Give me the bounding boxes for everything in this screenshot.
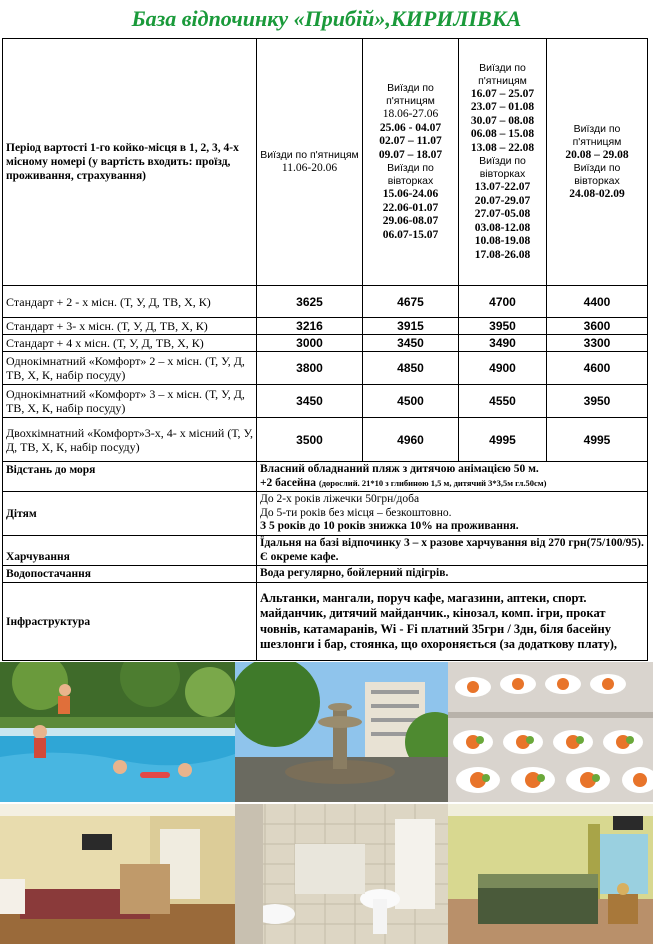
price-cell: 4995 [459,418,547,462]
infra-label: Інфраструктура [3,583,257,661]
price-cell: 4400 [547,286,648,318]
price-cell: 4960 [363,418,459,462]
period-label: Період вартості 1-го койко-місця в 1, 2, 3, 4-х місному номері (у вартість входить: проїзд, проживання, страхування) [3,39,257,286]
comfort-room-photo [448,804,653,944]
period-col-2: Виїзди по п'ятницям 18.06-27.06 25.06 - 04.07 02.07 – 11.07 09.07 – 18.07 Виїзди по вівторках 15.06-24.06 22.06-01.07 29.06-08.07 06.07-15.07 [363,39,459,286]
price-cell: 3915 [363,318,459,335]
price-cell: 3600 [547,318,648,335]
period-col-4: Виїзди по п'ятницям 20.08 – 29.08 Виїзди по вівторках 24.08-02.09 [547,39,648,286]
price-cell: 3500 [257,418,363,462]
price-cell: 3216 [257,318,363,335]
price-cell: 3300 [547,335,648,352]
info-row-infra [3,583,648,661]
price-cell: 4850 [363,352,459,385]
price-cell: 3950 [459,318,547,335]
sea-label: Відстань до моря [3,462,257,492]
info-row-kids [3,492,648,536]
food-label: Харчування [3,536,257,566]
price-cell: 4700 [459,286,547,318]
sea-info: Власний обладнаний пляж з дитячою анімацією 50 м. +2 басейна (дорослий. 21*10 з глибиною 1,5 м, дитячий 3*3,5м гл.50см) [257,462,648,492]
infra-info: Альтанки, мангали, поруч кафе, магазини, аптеки, спорт. майданчик, дитячий майданчик., кінозал, комп. ігри, прокат човнів, катамаранів, Wi - Fi платний 35грн / 3дн, біля басейну шезлонги і бар, стоянка, що охороняється (за додаткову плату), [257,583,648,661]
price-cell: 4995 [547,418,648,462]
pool-photo [0,662,235,802]
table-row [3,286,648,318]
room-label: Однокімнатний «Комфорт» 3 – х місн. (Т, У, Д, ТВ, Х, К, набір посуду) [3,385,257,418]
kids-label: Дітям [3,492,257,536]
price-cell: 4550 [459,385,547,418]
price-cell: 3950 [547,385,648,418]
price-cell: 3800 [257,352,363,385]
info-row-food [3,536,648,566]
room-label: Стандарт + 2 - х місн. (Т, У, Д, ТВ, Х, К) [3,286,257,318]
price-cell: 4900 [459,352,547,385]
fountain-photo [235,662,448,802]
info-row-sea [3,462,648,492]
price-cell: 3000 [257,335,363,352]
price-cell: 4675 [363,286,459,318]
bedroom-photo [0,804,235,944]
header-row [3,39,648,286]
room-label: Однокімнатний «Комфорт» 2 – х місн. (Т, У, Д, ТВ, Х, К, набір посуду) [3,352,257,385]
period-col-3: Виїзди по п'ятницям 16.07 – 25.07 23.07 – 01.08 30.07 – 08.08 06.08 – 15.08 13.08 – 22.08 Виїзди по вівторках 13.07-22.07 20.07-29.07 27.07-05.08 03.08-12.08 10.08-19.08 17.08-26.08 [459,39,547,286]
water-info: Вода регулярно, бойлерний підігрів. [257,566,648,583]
price-cell: 3450 [257,385,363,418]
period-col-1: Виїзди по п'ятницям 11.06-20.06 [257,39,363,286]
food-photo [448,662,653,802]
table-row [3,418,648,462]
room-label: Двохкімнатний «Комфорт»3-х, 4- х місний (Т, У, Д, ТВ, Х, К, набір посуду) [3,418,257,462]
price-table [2,38,648,661]
water-label: Водопостачання [3,566,257,583]
room-label: Стандарт + 3- х місн. (Т, У, Д, ТВ, Х, К) [3,318,257,335]
price-cell: 3450 [363,335,459,352]
food-info: Їдальня на базі відпочинку 3 – х разове харчування від 270 грн(75/100/95). Є окреме кафе. [257,536,648,566]
price-cell: 3625 [257,286,363,318]
price-cell: 3490 [459,335,547,352]
room-label: Стандарт + 4 х місн. (Т, У, Д, ТВ, Х, К) [3,335,257,352]
kids-info: До 2-х років ліжечки 50грн/доба До 5-ти років без місця – безкоштовно. З 5 років до 10 років знижка 10% на проживання. [257,492,648,536]
price-cell: 4500 [363,385,459,418]
page-title: База відпочинку «Прибій»,КИРИЛІВКА [131,6,522,31]
photo-gallery [0,662,653,944]
table-row [3,352,648,385]
table-row [3,335,648,352]
bathroom-photo [235,804,448,944]
table-row [3,385,648,418]
table-row [3,318,648,335]
price-cell: 4600 [547,352,648,385]
info-row-water [3,566,648,583]
